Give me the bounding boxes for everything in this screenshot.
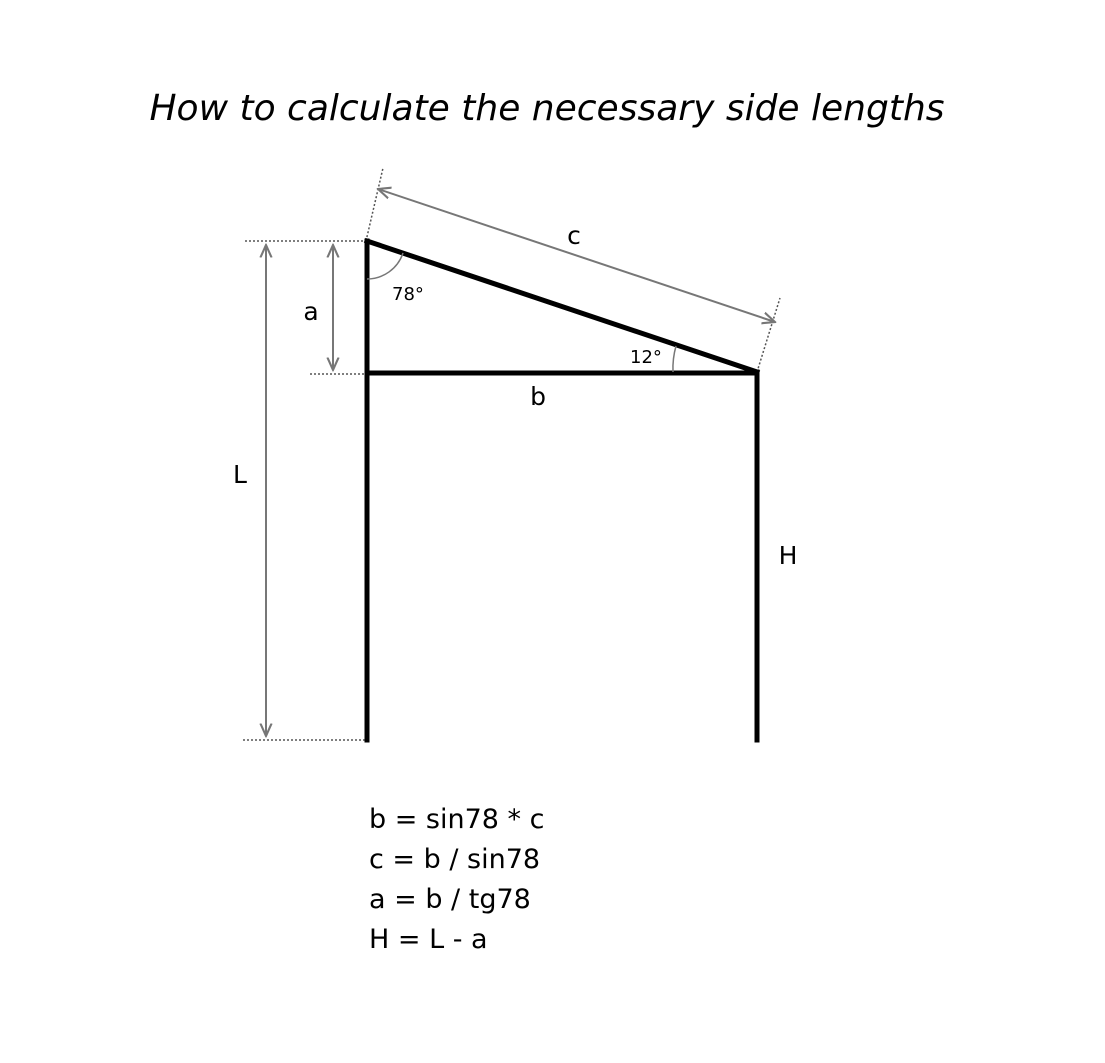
angle-label-78: 78° (392, 284, 424, 305)
formula-line: H = L - a (369, 924, 488, 955)
angle-arc-12 (673, 346, 676, 372)
label-L: L (233, 460, 247, 489)
page-title: How to calculate the necessary side lengths (149, 88, 945, 129)
label-a: a (303, 297, 319, 326)
extension-line-c-right (757, 298, 780, 372)
label-H: H (778, 541, 798, 570)
extension-lines (243, 168, 780, 740)
formula-list (369, 804, 544, 955)
formula-line: c = b / sin78 (369, 844, 541, 875)
dimension-c (378, 189, 775, 322)
structure (367, 241, 757, 740)
formula-line: b = sin78 * c (369, 804, 545, 835)
label-b: b (530, 382, 546, 411)
extension-line-c-left (366, 168, 383, 241)
dimension-arrows (266, 189, 775, 736)
angle-arc-78 (367, 253, 403, 279)
label-c: c (567, 221, 581, 250)
formula-line: a = b / tg78 (369, 884, 531, 915)
angle-label-12: 12° (630, 347, 662, 368)
roof-slope-c (367, 241, 757, 372)
